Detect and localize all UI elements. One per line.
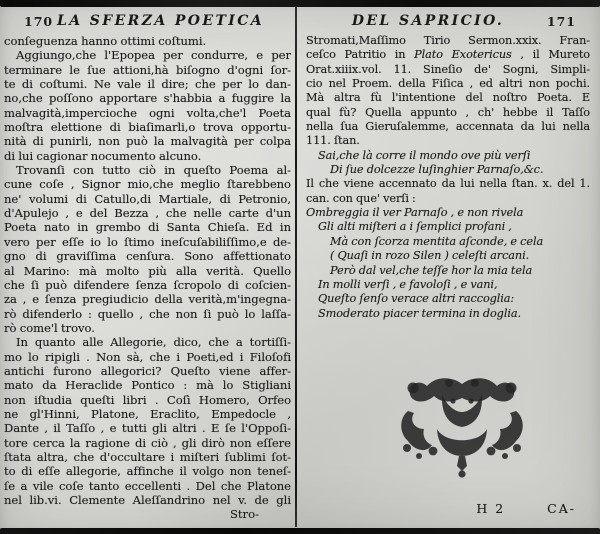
left-running-header: [4, 13, 291, 32]
text-line: Smoderato piacer termina in doglia.: [318, 306, 521, 320]
text-line: nella ſua Gieruſalemme, accennata da lui nella: [306, 120, 590, 134]
right-running-title: DEL SAPRICIO.: [351, 13, 505, 29]
text-line: malvagità,impercioche ogni volta,che'l Poeta: [4, 105, 291, 120]
text-line: che ſi può difendere ſenza ſcropolo di coſcien-: [4, 277, 291, 292]
text-line: Dante , il Taſſo , e tutti gli altri . E ſe l'Oppoſi-: [4, 421, 291, 436]
text-line: rò difenderlo : quello , che non ſi può lo laſſa-: [4, 306, 291, 321]
text-line: 111. ſtan.: [306, 134, 360, 148]
text-line: Gli alti miſteri a i ſemplici profani ,: [318, 220, 512, 234]
text-line: nità di punirli, non può la malvagità per colpa: [4, 134, 291, 149]
text-line: ſe a vile coſe tanto eccellenti . Del che Platone: [4, 478, 291, 493]
text-line: mo lo ripigli . Non sà, che i Poeti,ed i Filoſofi: [4, 349, 291, 364]
right-catchword: CA-: [547, 501, 576, 516]
text-line: Trovanſi con tutto ciò in queſto Poema al-: [16, 163, 291, 178]
text-line: In quanto alle Allegorie, dico, che a tortiſſi-: [16, 335, 291, 350]
left-page: [4, 13, 291, 521]
text-line: ne' volumi di Catullo,di Martiale, di Petronio,: [4, 191, 291, 206]
text-line: Poeta nato in grembo di Santa Chieſa. Ed in: [4, 220, 291, 235]
text-line: Queſto ſenſo verace altri raccoglia:: [318, 292, 515, 306]
right-page: [306, 13, 590, 321]
text-line: terminare le ſue attioni,hà biſogno d'ogni ſor-: [4, 62, 291, 77]
text-line: Stromati,Maſſimo Tirio Sermon.xxix. Fran-: [306, 34, 590, 47]
left-running-title: LA SFERZA POETICA: [56, 13, 265, 29]
text-line: ſtata altra, che d'occultare i miſteri ſublimi ſot-: [4, 449, 291, 464]
text-line: In molli verſi , e favoloſi , e vani,: [318, 277, 498, 291]
signature-row: [306, 501, 576, 517]
text-line: cune coſe , Signor mio,che meglio ſtarebbeno: [4, 177, 291, 192]
grotesque-floral-ornament-icon: [397, 373, 527, 479]
tailpiece-ornament: [397, 373, 527, 479]
text-line: conſeguenza hanno ottimi coſtumi.: [4, 34, 207, 48]
text-line: te di coſtumi. Ne vale il dire; che per lo dan-: [4, 77, 291, 92]
left-text-column: [4, 34, 291, 507]
right-text-column: [306, 34, 590, 321]
text-line: tore cerca la ragione di ciò , gli dirò non eſſere: [4, 435, 291, 450]
text-line: Il che viene accennato da lui nella ſtan. x. del 1.: [306, 177, 590, 191]
text-line: ( Quaſi in rozo Silen ) celeſti arcani.: [330, 249, 530, 263]
text-line: Mà altra fù l'intentione del noſtro Poeta. E: [306, 91, 590, 105]
text-line: Ombreggia il ver Parnaſo , e non rivela: [306, 206, 524, 220]
text-line: mato da Heraclide Pontico : mà lo Stigliani: [4, 378, 291, 393]
text-line: gno di graviſſima cenſura. Sono affettionato: [4, 249, 291, 264]
text-line: rò come'l trovo.: [4, 320, 95, 335]
signature-mark: H 2: [476, 501, 506, 516]
right-page-number: 171: [546, 14, 576, 29]
text-line: antichi furono allegorici? Queſto viene affer-: [4, 363, 291, 378]
text-line: di lui cagionar nocumento alcuno.: [4, 148, 202, 163]
left-page-number: 170: [24, 14, 54, 29]
left-catchword: Stro-: [229, 507, 259, 522]
text-line: Però dal vel,che teſſe hor la mia tela: [330, 263, 533, 277]
text-line: moſtra elettione di biaſimarli,o trova opportu-: [4, 120, 291, 135]
scan-top-edge: [0, 0, 600, 7]
text-line: non iſtudia queſti libri . Coſì Homero, Orfeo: [4, 392, 291, 407]
text-line: Di ſue dolcezze luſinghier Parnaſo,&c.: [330, 163, 544, 177]
right-running-header: [306, 13, 590, 32]
text-line: can. con que' verſi :: [306, 191, 416, 205]
text-line: d'Apulejo , e del Bezza , che nelle carte d'un: [4, 206, 291, 221]
text-line: cio nel Proem. della Fiſica , ed altri non pochi.: [306, 77, 590, 91]
text-line: ne gl'Hinni, Platone, Eraclito, Empedocle ,: [4, 406, 291, 421]
scan-bottom-edge: [0, 528, 600, 534]
text-line: vero per eſſe io lo ſtimo ineſcuſabiliſſimo,e de-: [4, 234, 291, 249]
text-line: Sai,che là corre il mondo ove più verſi: [318, 148, 531, 162]
text-line: no,che poſſono apportare s'habbia a fuggire la: [4, 91, 291, 106]
page-gutter-divider: [295, 6, 297, 527]
text-line: Orat.xiiix.vol. 11. Sineſio de' Sogni, Simpli-: [306, 62, 590, 76]
text-line: to di eſſe allegorie, affinche il volgo non teneſ-: [4, 464, 291, 479]
text-line: al Marino: mà molto più alla verità. Quello: [4, 263, 291, 278]
text-line: qual fù? Quella appunto , ch' hebbe il Taſſo: [306, 105, 590, 119]
text-line: ceſco Patritio in Plato Exotericus , il Mureto: [306, 48, 590, 62]
text-line: za , e ſenza pregiudicio della verità,m'ingegna-: [4, 292, 291, 307]
text-line: Aggiungo,che l'Epopea per condurre, e per: [16, 48, 291, 63]
text-line: Mà con ſcorza mentita aſconde, e cela: [330, 234, 544, 248]
text-line: nel lib.vi. Clemente Aleſſandrino nel v. de gli: [4, 493, 291, 507]
